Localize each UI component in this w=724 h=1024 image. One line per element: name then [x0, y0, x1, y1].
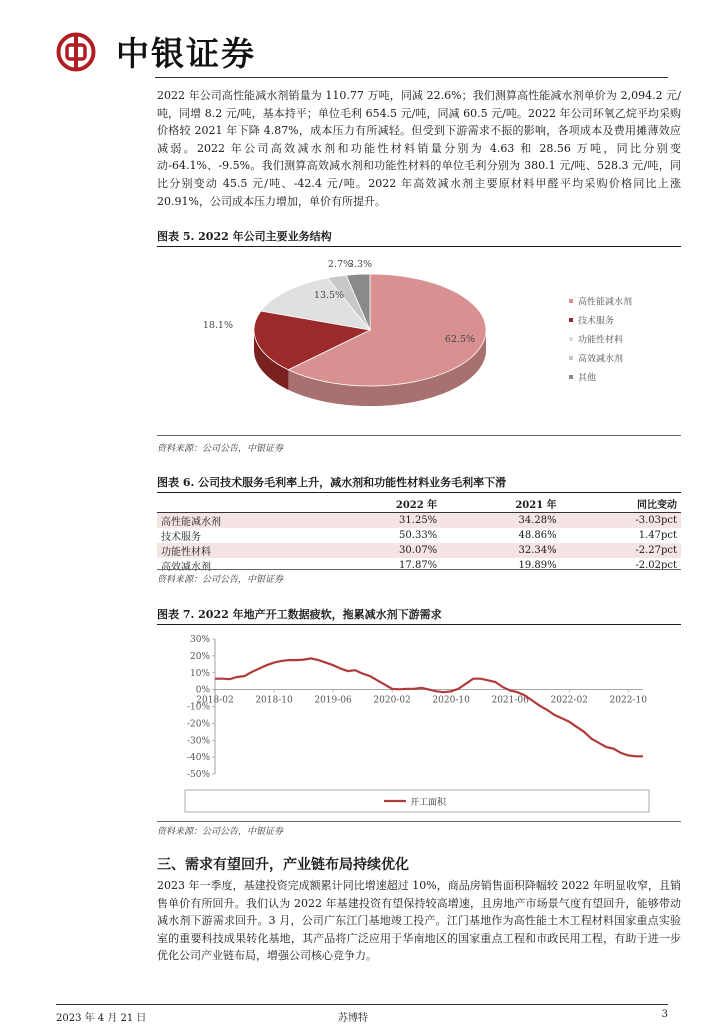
figure6-rule [157, 492, 681, 493]
pie-value-label: 62.5% [444, 334, 476, 345]
table-cell: 32.34% [441, 543, 560, 558]
y-tick-label: 10% [189, 668, 210, 679]
table-cell: 高效减水剂 [161, 562, 211, 573]
pie-value-label: 18.1% [202, 320, 233, 331]
x-tick-label: 2018-02 [196, 695, 234, 706]
legend-swatch [569, 318, 573, 322]
figure7-bottom-rule [157, 821, 681, 822]
legend-label: 开工面积 [410, 798, 447, 808]
table-cell: 50.33% [399, 530, 438, 541]
figure7-title: 图表 7. 2022 年地产开工数据疲软，拖累减水剂下游需求 [157, 608, 442, 621]
section-heading: 三、需求有望回升，产业链布局持续优化 [157, 857, 409, 873]
figure7-line-chart [157, 628, 681, 820]
legend-label: 高效减水剂 [578, 354, 624, 365]
table-cell: 功能性材料 [157, 543, 322, 558]
table-row [157, 528, 681, 543]
y-tick-label: 0% [195, 685, 210, 696]
footer-page-number: 3 [661, 1009, 668, 1020]
pie-value-label: 2.7% [327, 259, 353, 270]
x-tick-label: 2020-02 [373, 695, 411, 706]
figure5-title: 图表 5. 2022 年公司主要业务结构 [157, 230, 332, 243]
figure7-rule [157, 624, 681, 625]
table-cell: -3.03pct [561, 513, 681, 529]
y-tick-label: -20% [186, 719, 210, 730]
legend-swatch [569, 375, 573, 379]
table-header-cell: 2022 年 [395, 499, 438, 511]
figure5-source: 资料来源：公司公告，中银证券 [157, 444, 284, 454]
y-tick-label: -10% [186, 702, 210, 713]
legend-label: 其他 [578, 373, 597, 384]
table-cell: 1.47pct [638, 530, 677, 541]
table-header-row [157, 494, 681, 513]
table-row [157, 513, 681, 529]
table-cell: -2.27pct [561, 543, 681, 558]
figure5-rule [157, 246, 681, 247]
figure6-title: 图表 6. 公司技术服务毛利率上升，减水剂和功能性材料业务毛利率下滑 [157, 476, 507, 489]
y-tick-label: -40% [186, 753, 210, 764]
x-tick-label: 2020-10 [432, 695, 470, 706]
body-paragraph-2: 2023 年一季度，基建投资完成额累计同比增速超过 10%，商品房销售面积降幅较 2022 年明显收窄，且销售单价有所回升。我们认为 2022 年基建投资有望保持较高增速，且房地产市场景气度有望回升，能够带动减水剂下游需求回升。3 月，公司广东江门基地竣工投产。江门基地作为高性能土木工程材料国家重点实验室的重要科技成果转化基地，其产品将广泛应用于华南地区的国家重点工程和市政民用工程，有助于进一步优化公司产业链布局，增强公司核心竞争力。 [157, 879, 681, 963]
pie-value-label: 3.3% [347, 259, 373, 270]
figure7-source: 资料来源：公司公告，中银证券 [157, 827, 284, 837]
footer-rule [56, 1004, 668, 1005]
legend-swatch [569, 356, 573, 360]
figure6-bottom-rule [157, 569, 681, 570]
table-cell: -2.02pct [635, 560, 677, 571]
x-tick-label: 2022-02 [550, 695, 588, 706]
table-cell: 48.86% [518, 530, 557, 541]
table-row [157, 558, 681, 573]
figure5-pie-chart [157, 250, 681, 435]
x-tick-label: 2022-10 [609, 695, 647, 706]
figure6-table [157, 494, 681, 573]
y-tick-label: -50% [186, 770, 210, 780]
legend-label: 功能性材料 [578, 335, 624, 346]
y-tick-label: -30% [186, 736, 210, 747]
table-cell: 19.89% [518, 560, 557, 571]
y-tick-label: 20% [189, 651, 210, 662]
x-tick-label: 2019-06 [314, 695, 352, 706]
figure5-bottom-rule [157, 435, 681, 436]
table-header-cell: 2021 年 [515, 499, 557, 511]
x-tick-label: 2018-10 [255, 695, 293, 706]
table-header-cell: 同比变动 [637, 499, 677, 511]
table-cell: 高性能减水剂 [157, 513, 322, 529]
body-paragraph-1: 2022 年公司高性能减水剂销量为 110.77 万吨，同减 22.6%；我们测算高性能减水剂单价为 2,094.2 元/吨，同增 8.2 元/吨，基本持平；单位毛利 654.5 元/吨，同减 60.5 元/吨。2022 年公司环氧乙烷平均采购价格较 2021 年下降 4.87%，成本压力有所减轻。但受到下游需求不振的影响，各项成本及费用摊薄效应减弱。2022 年公司高效减水剂和功能性材料销量分别为 4.63 和 28.56 万吨，同比分别变动-64.1%、-9.5%。我们测算高效减水剂和功能性材料的单位毛利分别为 380.1 元/吨、528.3 元/吨，同比分别变动 45.5 元/吨、-42.4 元/吨。2022 年高效减水剂主要原材料甲醛平均采购价格同比上涨 20.91%，公司成本压力增加，单价有所提升。 [157, 89, 681, 208]
legend-label: 高性能减水剂 [578, 297, 633, 308]
table-row [157, 543, 681, 558]
table-cell: 技术服务 [161, 532, 201, 543]
series-line-kaigong [215, 658, 643, 756]
legend-swatch [569, 337, 573, 341]
table-cell: 17.87% [399, 560, 438, 571]
footer-date: 2023 年 4 月 21 日 [56, 1013, 147, 1024]
table-cell: 34.28% [441, 513, 560, 529]
bank-of-china-logo-icon [56, 32, 96, 72]
legend-label: 技术服务 [578, 316, 615, 327]
figure6-source: 资料来源：公司公告，中银证券 [157, 575, 284, 585]
footer-company: 苏博特 [338, 1013, 368, 1024]
header-rule [155, 77, 668, 78]
y-tick-label: 30% [189, 635, 210, 645]
table-header-cell [157, 494, 322, 513]
pie-value-label: 13.5% [313, 290, 345, 301]
x-tick-label: 2021-06 [491, 695, 529, 706]
table-cell: 31.25% [322, 513, 441, 529]
brand-name: 中银证券 [116, 34, 256, 73]
table-cell: 30.07% [322, 543, 441, 558]
legend-swatch [569, 299, 573, 303]
